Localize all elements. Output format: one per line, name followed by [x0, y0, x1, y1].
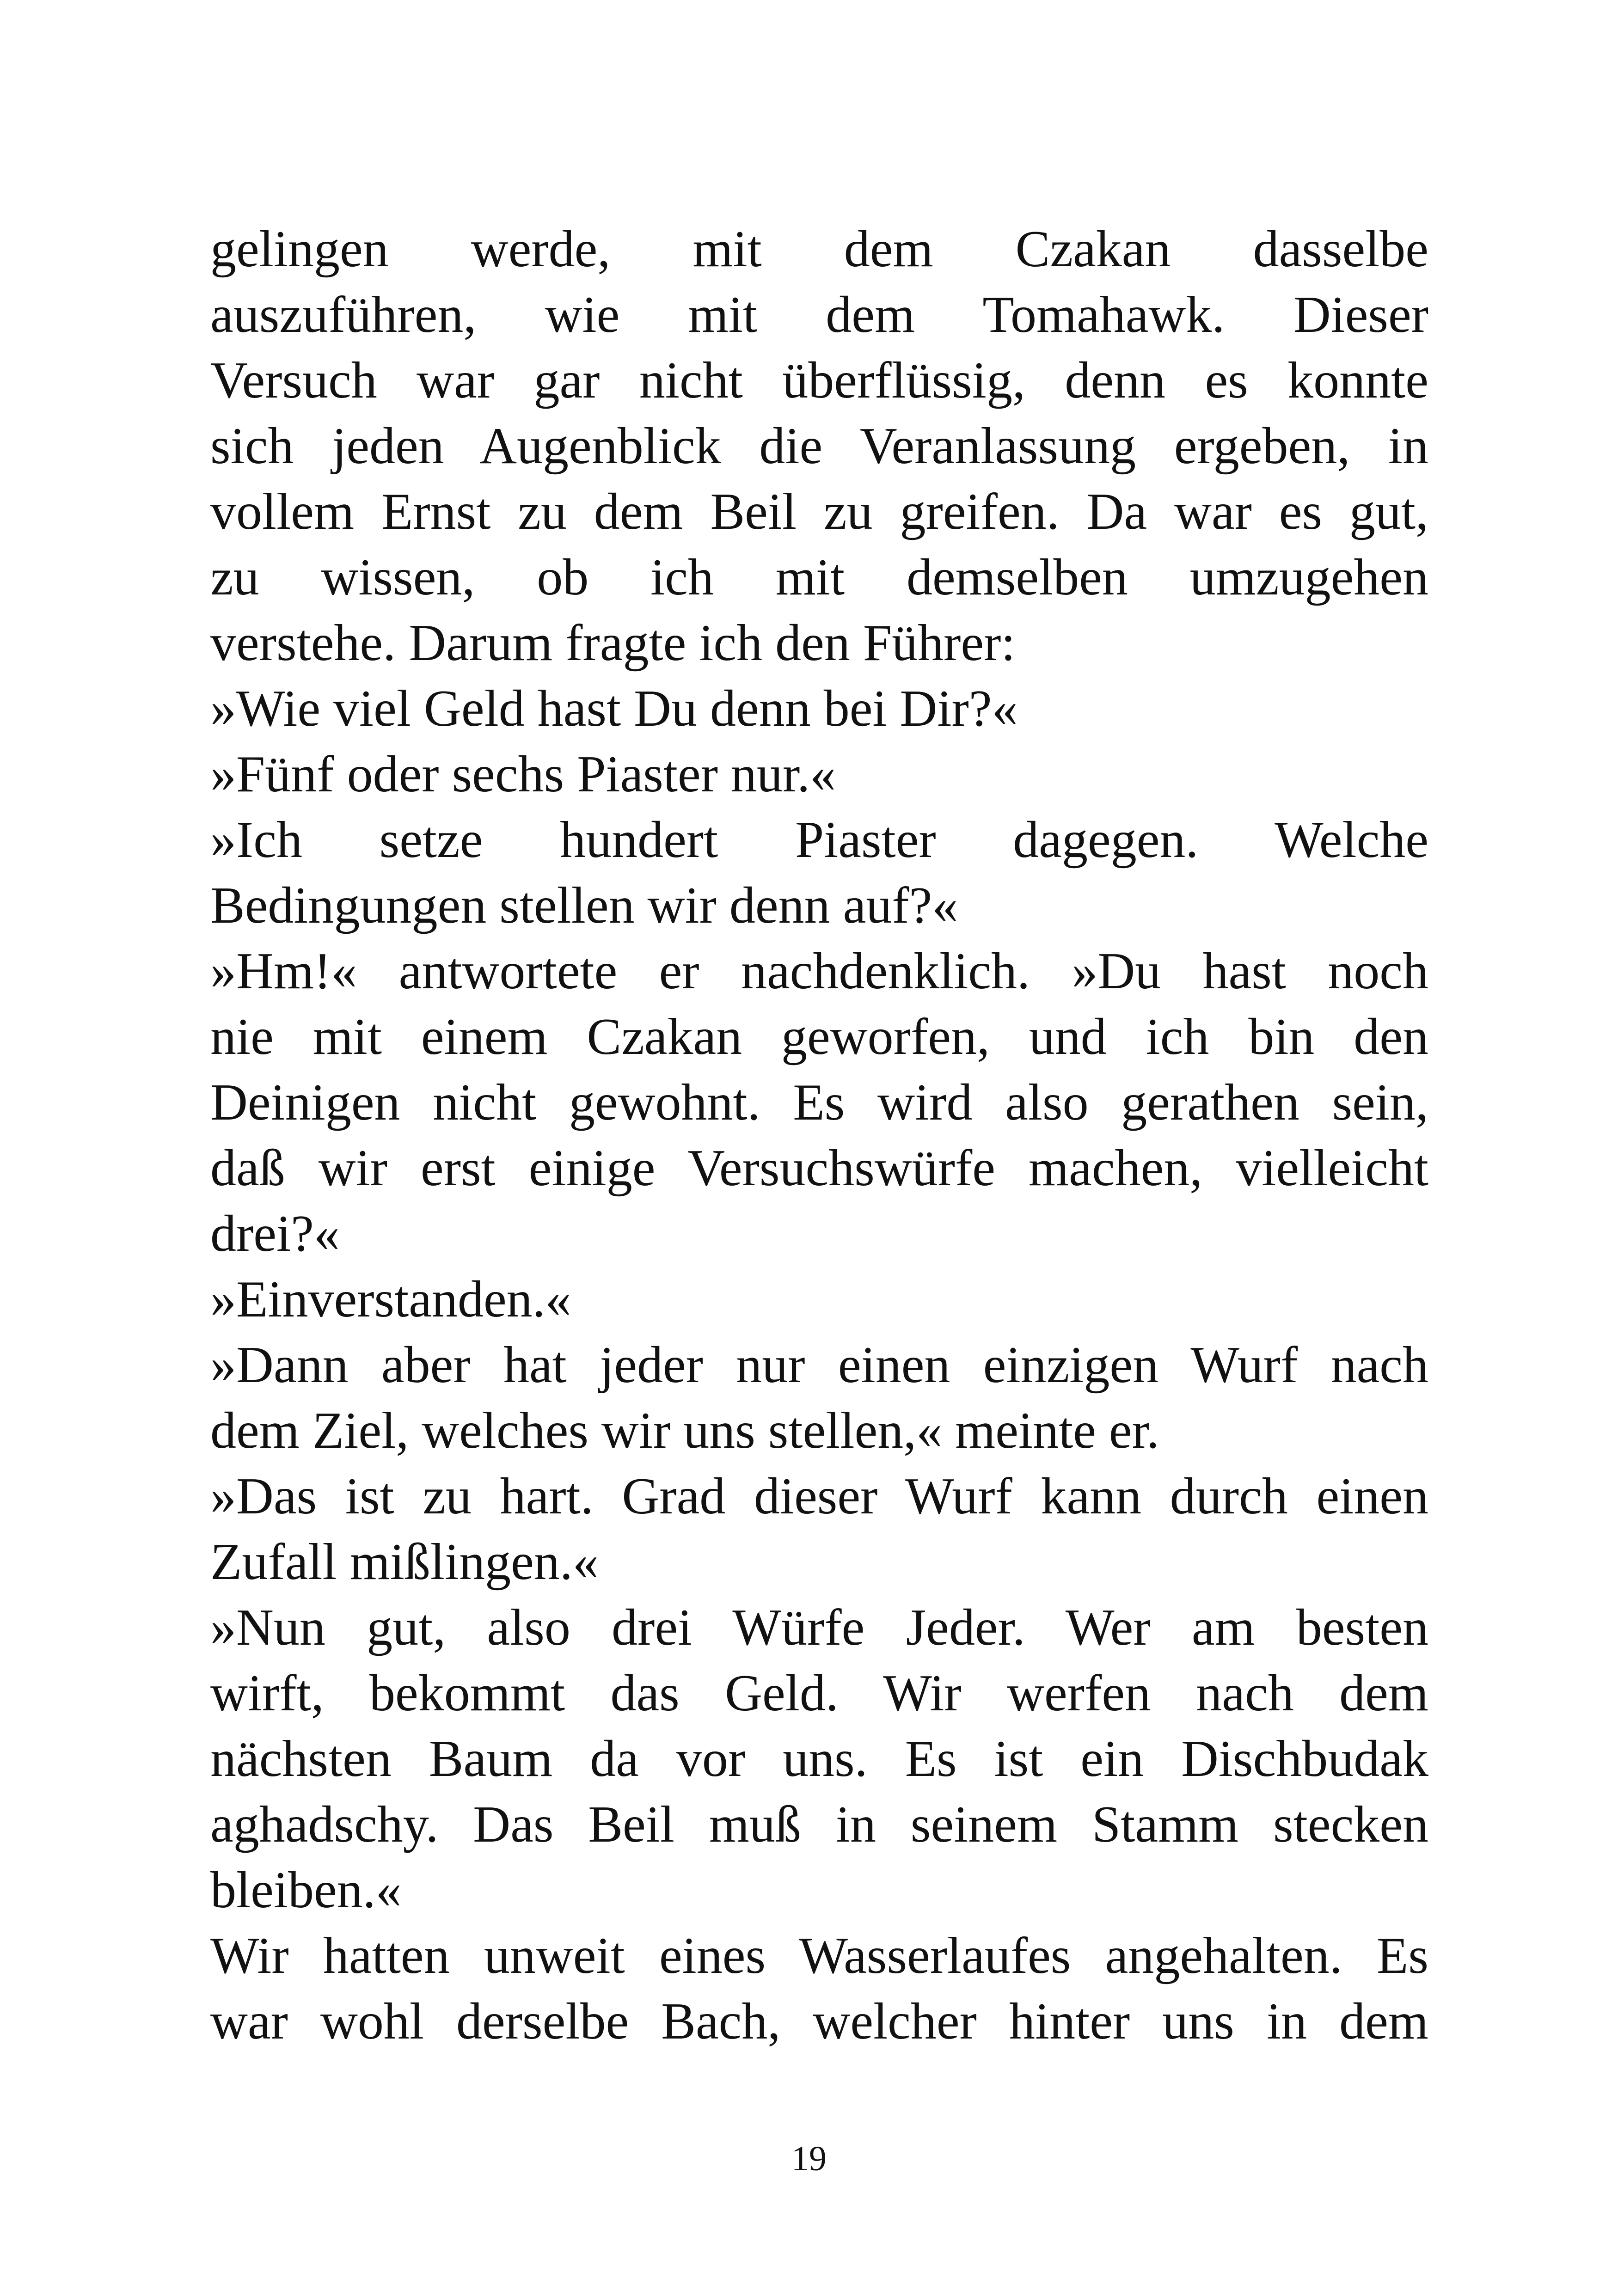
text-line: »Einverstanden.« [210, 1271, 571, 1328]
text-line: »Hm!« antwortete er nachdenklich. »Du hast noch [210, 943, 1428, 1000]
text-line: »Dann aber hat jeder nur einen einzigen Wurf nach [210, 1336, 1428, 1394]
text-line: Wir hatten unweit eines Wasserlaufes angehalten. Es [210, 1927, 1428, 1984]
text-line: gelingen werde, mit dem Czakan dasselbe [210, 220, 1428, 278]
text-line: nie mit einem Czakan geworfen, und ich bin den [210, 1008, 1428, 1065]
text-line: »Ich setze hundert Piaster dagegen. Welche [210, 811, 1428, 869]
text-line: Versuch war gar nicht überflüssig, denn es konnte [210, 352, 1428, 409]
text-line: drei?« [210, 1205, 340, 1262]
text-line: zu wissen, ob ich mit demselben umzugehen [210, 549, 1428, 606]
text-line: aghadschy. Das Beil muß in seinem Stamm stecken [210, 1796, 1428, 1853]
text-line: bleiben.« [210, 1861, 402, 1919]
text-line: Zufall mißlingen.« [210, 1533, 599, 1591]
text-line: »Fünf oder sechs Piaster nur.« [210, 746, 836, 803]
text-line: wirft, bekommt das Geld. Wir werfen nach dem [210, 1665, 1428, 1722]
text-line: verstehe. Darum fragte ich den Führer: [210, 614, 1016, 672]
text-line: sich jeden Augenblick die Veranlassung ergeben, in [210, 417, 1428, 475]
text-line: daß wir erst einige Versuchswürfe machen, vielleicht [210, 1139, 1428, 1197]
text-line: dem Ziel, welches wir uns stellen,« meinte er. [210, 1402, 1159, 1459]
body-text [210, 216, 1428, 2054]
text-line: vollem Ernst zu dem Beil zu greifen. Da war es gut, [210, 483, 1428, 540]
text-line: auszuführen, wie mit dem Tomahawk. Dieser [210, 286, 1428, 343]
text-line: Deinigen nicht gewohnt. Es wird also gerathen sein, [210, 1074, 1428, 1131]
text-line: »Das ist zu hart. Grad dieser Wurf kann durch einen [210, 1468, 1428, 1525]
text-line: »Wie viel Geld hast Du denn bei Dir?« [210, 680, 1018, 737]
text-line: nächsten Baum da vor uns. Es ist ein Dischbudak [210, 1730, 1428, 1788]
text-line: »Nun gut, also drei Würfe Jeder. Wer am besten [210, 1599, 1428, 1656]
text-line: Bedingungen stellen wir denn auf?« [210, 877, 958, 934]
page-number: 19 [791, 2139, 827, 2178]
text-line: war wohl derselbe Bach, welcher hinter uns in dem [210, 1993, 1428, 2050]
